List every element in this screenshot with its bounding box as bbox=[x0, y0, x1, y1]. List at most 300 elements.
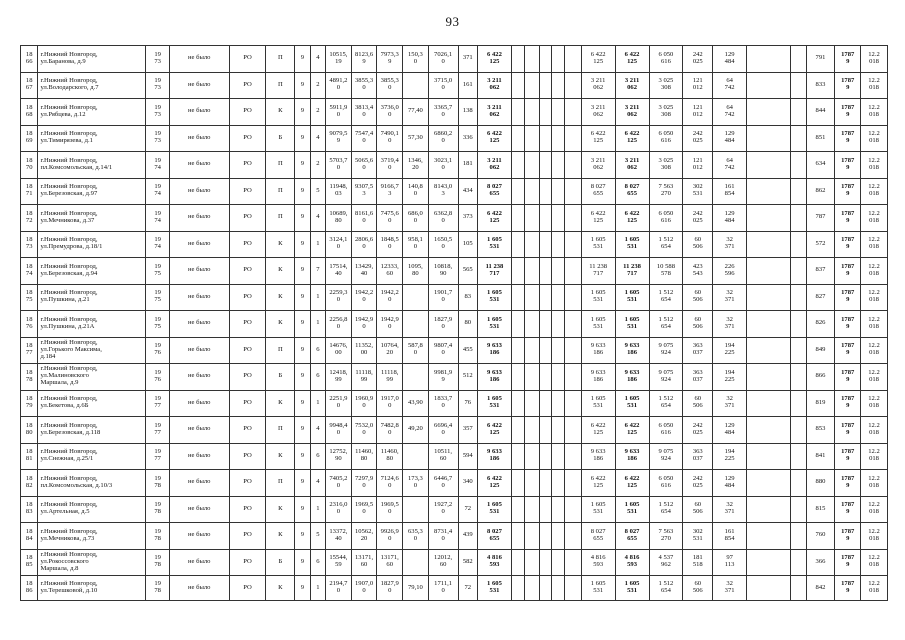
floors-cell: 9 bbox=[295, 337, 310, 364]
wall-material-cell: К bbox=[266, 576, 295, 601]
year-cell: 19 73 bbox=[146, 125, 170, 152]
nonresidential-area-cell bbox=[403, 311, 429, 338]
wall-material-cell: П bbox=[266, 152, 295, 179]
floors-cell: 9 bbox=[295, 549, 310, 576]
cost-cell: 242 025 bbox=[683, 417, 713, 444]
year-cell: 19 73 bbox=[146, 99, 170, 126]
deadline-cell: 12.2 018 bbox=[861, 364, 888, 391]
fund-type-cell: РО bbox=[229, 470, 266, 497]
cost-cell: 1 605 531 bbox=[581, 284, 615, 311]
heated-area-cell: 10511, 60 bbox=[428, 443, 458, 470]
total-cost-cell: 9 633 186 bbox=[478, 337, 512, 364]
empty-cell bbox=[511, 470, 524, 497]
cost-cell: 9 075 924 bbox=[649, 337, 683, 364]
empty-cell bbox=[747, 417, 791, 444]
residential-area-cell: 3736,0 0 bbox=[377, 99, 403, 126]
cost-cell: 4 816 593 bbox=[581, 549, 615, 576]
cost-cell: 129 484 bbox=[713, 46, 747, 73]
year-cell: 19 78 bbox=[146, 576, 170, 601]
row-code: 18 82 bbox=[21, 470, 38, 497]
entrances-cell: 5 bbox=[310, 178, 325, 205]
empty-cell bbox=[525, 178, 539, 205]
address-cell: г.Нижний Новгород, ул.Пушкина, д.21 bbox=[38, 284, 146, 311]
cost-cell: 8 027 655 bbox=[615, 178, 649, 205]
entrances-cell: 2 bbox=[310, 99, 325, 126]
cost-cell: 32 371 bbox=[713, 390, 747, 417]
empty-cell bbox=[551, 417, 564, 444]
fund-type-cell: РО bbox=[229, 231, 266, 258]
cost-cell: 10 588 578 bbox=[649, 258, 683, 285]
wall-material-cell: К bbox=[266, 390, 295, 417]
heated-area-cell: 1827,9 0 bbox=[428, 311, 458, 338]
cost-cell: 242 025 bbox=[683, 46, 713, 73]
wall-material-cell: К bbox=[266, 99, 295, 126]
table-row bbox=[21, 125, 888, 152]
residential-area-cell: 7490,1 0 bbox=[377, 125, 403, 152]
empty-cell bbox=[511, 364, 524, 391]
residential-area-cell: 1969,5 0 bbox=[377, 496, 403, 523]
cost-cell: 32 371 bbox=[713, 311, 747, 338]
empty-cell bbox=[539, 205, 551, 232]
empty-cell bbox=[551, 390, 564, 417]
residential-area-cell: 11118, 99 bbox=[377, 364, 403, 391]
total-cost-cell: 8 027 655 bbox=[478, 178, 512, 205]
total-area-cell: 5703,7 0 bbox=[326, 152, 352, 179]
total-area-cell: 7405,2 0 bbox=[326, 470, 352, 497]
empty-cell bbox=[511, 443, 524, 470]
cost-cell: 3 211 062 bbox=[581, 99, 615, 126]
living-area-cell: 11460, 80 bbox=[351, 443, 377, 470]
residents-cell: 565 bbox=[458, 258, 478, 285]
wall-material-cell: К bbox=[266, 523, 295, 550]
empty-cell bbox=[525, 46, 539, 73]
empty-cell bbox=[511, 576, 524, 601]
empty-cell bbox=[747, 46, 791, 73]
table-row bbox=[21, 337, 888, 364]
empty-cell bbox=[511, 496, 524, 523]
deadline-cell: 12.2 018 bbox=[861, 125, 888, 152]
year-cell: 19 77 bbox=[146, 443, 170, 470]
repair-status-cell: не было bbox=[169, 337, 229, 364]
fund-type-cell: РО bbox=[229, 311, 266, 338]
total-cost-cell: 1 605 531 bbox=[478, 390, 512, 417]
address-cell: г.Нижний Новгород, ул.Рокоссовского Маршала, д.8 bbox=[38, 549, 146, 576]
deadline-cell: 12.2 018 bbox=[861, 576, 888, 601]
cost-cell: 1 605 531 bbox=[581, 390, 615, 417]
heated-area-cell: 8731,4 0 bbox=[428, 523, 458, 550]
specific-cost-cell: 842 bbox=[806, 576, 835, 601]
cost-cell: 9 633 186 bbox=[581, 364, 615, 391]
total-area-cell: 2251,9 0 bbox=[326, 390, 352, 417]
cost-cell: 6 422 125 bbox=[615, 125, 649, 152]
specific-cost-cell: 826 bbox=[806, 311, 835, 338]
entrances-cell: 1 bbox=[310, 311, 325, 338]
residential-area-cell: 1827,9 0 bbox=[377, 576, 403, 601]
total-cost-cell: 1 605 531 bbox=[478, 284, 512, 311]
table-row bbox=[21, 496, 888, 523]
address-cell: г.Нижний Новгород, ул.Мечникова, д.37 bbox=[38, 205, 146, 232]
fund-type-cell: РО bbox=[229, 576, 266, 601]
cost-cell: 32 371 bbox=[713, 284, 747, 311]
total-area-cell: 2256,8 0 bbox=[326, 311, 352, 338]
empty-cell bbox=[539, 311, 551, 338]
empty-cell bbox=[747, 523, 791, 550]
residential-area-cell: 10764, 20 bbox=[377, 337, 403, 364]
cost-cell: 9 633 186 bbox=[615, 364, 649, 391]
row-code: 18 77 bbox=[21, 337, 38, 364]
cost-cell: 6 422 125 bbox=[615, 205, 649, 232]
empty-cell bbox=[747, 549, 791, 576]
year-cell: 19 73 bbox=[146, 46, 170, 73]
year-cell: 19 73 bbox=[146, 72, 170, 99]
cost-cell: 3 211 062 bbox=[615, 152, 649, 179]
heated-area-cell: 7026,1 0 bbox=[428, 46, 458, 73]
address-cell: г.Нижний Новгород, ул.Малиновского Маршала, д.9 bbox=[38, 364, 146, 391]
specific-cost-cell: 837 bbox=[806, 258, 835, 285]
empty-cell bbox=[791, 470, 806, 497]
residents-cell: 181 bbox=[458, 152, 478, 179]
cost-cell: 32 371 bbox=[713, 231, 747, 258]
floors-cell: 9 bbox=[295, 152, 310, 179]
wall-material-cell: П bbox=[266, 178, 295, 205]
empty-cell bbox=[551, 523, 564, 550]
cost-cell: 194 225 bbox=[713, 443, 747, 470]
empty-cell bbox=[511, 125, 524, 152]
entrances-cell: 4 bbox=[310, 125, 325, 152]
fund-type-cell: РО bbox=[229, 258, 266, 285]
empty-cell bbox=[791, 417, 806, 444]
empty-cell bbox=[551, 258, 564, 285]
empty-cell bbox=[539, 46, 551, 73]
table-row bbox=[21, 470, 888, 497]
limit-cell: 1787 9 bbox=[835, 99, 861, 126]
specific-cost-cell: 572 bbox=[806, 231, 835, 258]
empty-cell bbox=[551, 231, 564, 258]
row-code: 18 85 bbox=[21, 549, 38, 576]
row-code: 18 73 bbox=[21, 231, 38, 258]
specific-cost-cell: 366 bbox=[806, 549, 835, 576]
table-row bbox=[21, 178, 888, 205]
cost-cell: 9 075 924 bbox=[649, 443, 683, 470]
living-area-cell: 13171, 60 bbox=[351, 549, 377, 576]
cost-cell: 363 037 bbox=[683, 337, 713, 364]
living-area-cell: 10562, 20 bbox=[351, 523, 377, 550]
deadline-cell: 12.2 018 bbox=[861, 152, 888, 179]
empty-cell bbox=[511, 178, 524, 205]
deadline-cell: 12.2 018 bbox=[861, 231, 888, 258]
year-cell: 19 78 bbox=[146, 549, 170, 576]
empty-cell bbox=[747, 205, 791, 232]
nonresidential-area-cell: 140,8 0 bbox=[403, 178, 429, 205]
table-row bbox=[21, 46, 888, 73]
cost-cell: 60 506 bbox=[683, 311, 713, 338]
total-cost-cell: 6 422 125 bbox=[478, 46, 512, 73]
empty-cell bbox=[525, 549, 539, 576]
heated-area-cell: 8143,0 3 bbox=[428, 178, 458, 205]
cost-cell: 129 484 bbox=[713, 470, 747, 497]
heated-area-cell: 3023,1 0 bbox=[428, 152, 458, 179]
specific-cost-cell: 791 bbox=[806, 46, 835, 73]
empty-cell bbox=[525, 231, 539, 258]
residents-cell: 594 bbox=[458, 443, 478, 470]
empty-cell bbox=[791, 364, 806, 391]
empty-cell bbox=[539, 470, 551, 497]
residential-area-cell: 7482,8 0 bbox=[377, 417, 403, 444]
empty-cell bbox=[791, 178, 806, 205]
empty-cell bbox=[747, 178, 791, 205]
empty-cell bbox=[539, 284, 551, 311]
floors-cell: 9 bbox=[295, 364, 310, 391]
empty-cell bbox=[511, 390, 524, 417]
address-cell: г.Нижний Новгород, ул.Горького Максима, д.184 bbox=[38, 337, 146, 364]
empty-cell bbox=[747, 72, 791, 99]
repair-status-cell: не было bbox=[169, 72, 229, 99]
year-cell: 19 77 bbox=[146, 390, 170, 417]
fund-type-cell: РО bbox=[229, 443, 266, 470]
cost-cell: 129 484 bbox=[713, 205, 747, 232]
address-cell: г.Нижний Новгород, ул.Березовская, д.97 bbox=[38, 178, 146, 205]
year-cell: 19 75 bbox=[146, 258, 170, 285]
cost-cell: 7 563 270 bbox=[649, 178, 683, 205]
entrances-cell: 5 bbox=[310, 523, 325, 550]
empty-cell bbox=[525, 258, 539, 285]
repair-status-cell: не было bbox=[169, 258, 229, 285]
entrances-cell: 2 bbox=[310, 152, 325, 179]
cost-cell: 3 025 308 bbox=[649, 72, 683, 99]
deadline-cell: 12.2 018 bbox=[861, 549, 888, 576]
living-area-cell: 1942,2 0 bbox=[351, 284, 377, 311]
deadline-cell: 12.2 018 bbox=[861, 284, 888, 311]
deadline-cell: 12.2 018 bbox=[861, 523, 888, 550]
cost-cell: 1 605 531 bbox=[615, 231, 649, 258]
empty-cell bbox=[747, 311, 791, 338]
cost-cell: 4 816 593 bbox=[615, 549, 649, 576]
empty-cell bbox=[511, 284, 524, 311]
floors-cell: 9 bbox=[295, 443, 310, 470]
cost-cell: 3 211 062 bbox=[581, 152, 615, 179]
nonresidential-area-cell: 150,3 0 bbox=[403, 46, 429, 73]
wall-material-cell: К bbox=[266, 496, 295, 523]
cost-cell: 6 050 616 bbox=[649, 417, 683, 444]
residents-cell: 582 bbox=[458, 549, 478, 576]
floors-cell: 9 bbox=[295, 99, 310, 126]
entrances-cell: 4 bbox=[310, 417, 325, 444]
total-cost-cell: 1 605 531 bbox=[478, 231, 512, 258]
total-area-cell: 3124,1 0 bbox=[326, 231, 352, 258]
empty-cell bbox=[539, 523, 551, 550]
empty-cell bbox=[525, 470, 539, 497]
cost-cell: 1 605 531 bbox=[581, 231, 615, 258]
cost-cell: 121 012 bbox=[683, 72, 713, 99]
fund-type-cell: РО bbox=[229, 549, 266, 576]
cost-cell: 8 027 655 bbox=[581, 178, 615, 205]
living-area-cell: 7297,9 0 bbox=[351, 470, 377, 497]
cost-cell: 121 012 bbox=[683, 99, 713, 126]
empty-cell bbox=[747, 337, 791, 364]
total-cost-cell: 1 605 531 bbox=[478, 496, 512, 523]
empty-cell bbox=[747, 364, 791, 391]
empty-cell bbox=[791, 443, 806, 470]
specific-cost-cell: 827 bbox=[806, 284, 835, 311]
wall-material-cell: П bbox=[266, 72, 295, 99]
limit-cell: 1787 9 bbox=[835, 205, 861, 232]
floors-cell: 9 bbox=[295, 523, 310, 550]
row-code: 18 66 bbox=[21, 46, 38, 73]
table-row bbox=[21, 152, 888, 179]
cost-cell: 64 742 bbox=[713, 99, 747, 126]
empty-cell bbox=[551, 125, 564, 152]
empty-cell bbox=[539, 99, 551, 126]
cost-cell: 97 113 bbox=[713, 549, 747, 576]
empty-cell bbox=[791, 152, 806, 179]
empty-cell bbox=[747, 152, 791, 179]
deadline-cell: 12.2 018 bbox=[861, 72, 888, 99]
residential-area-cell: 1942,2 0 bbox=[377, 284, 403, 311]
cost-cell: 3 025 308 bbox=[649, 152, 683, 179]
address-cell: г.Нижний Новгород, ул.Мечникова, д.73 bbox=[38, 523, 146, 550]
fund-type-cell: РО bbox=[229, 178, 266, 205]
total-cost-cell: 9 633 186 bbox=[478, 364, 512, 391]
empty-cell bbox=[539, 125, 551, 152]
page-number: 93 bbox=[445, 14, 460, 29]
empty-cell bbox=[525, 152, 539, 179]
residents-cell: 340 bbox=[458, 470, 478, 497]
empty-cell bbox=[551, 364, 564, 391]
residential-area-cell: 1942,9 0 bbox=[377, 311, 403, 338]
table-row bbox=[21, 390, 888, 417]
empty-cell bbox=[747, 576, 791, 601]
nonresidential-area-cell: 1346, 20 bbox=[403, 152, 429, 179]
cost-cell: 1 605 531 bbox=[615, 576, 649, 601]
floors-cell: 9 bbox=[295, 496, 310, 523]
empty-cell bbox=[525, 364, 539, 391]
wall-material-cell: Б bbox=[266, 125, 295, 152]
buildings-table bbox=[20, 45, 888, 601]
entrances-cell: 1 bbox=[310, 390, 325, 417]
living-area-cell: 5065,6 0 bbox=[351, 152, 377, 179]
specific-cost-cell: 853 bbox=[806, 417, 835, 444]
wall-material-cell: П bbox=[266, 46, 295, 73]
entrances-cell: 6 bbox=[310, 337, 325, 364]
living-area-cell: 2806,6 0 bbox=[351, 231, 377, 258]
empty-cell bbox=[525, 523, 539, 550]
empty-cell bbox=[511, 337, 524, 364]
residential-area-cell: 13171, 60 bbox=[377, 549, 403, 576]
heated-area-cell: 12012, 60 bbox=[428, 549, 458, 576]
fund-type-cell: РО bbox=[229, 496, 266, 523]
heated-area-cell: 1650,5 0 bbox=[428, 231, 458, 258]
residential-area-cell: 7973,3 9 bbox=[377, 46, 403, 73]
wall-material-cell: П bbox=[266, 205, 295, 232]
residents-cell: 357 bbox=[458, 417, 478, 444]
residents-cell: 161 bbox=[458, 72, 478, 99]
deadline-cell: 12.2 018 bbox=[861, 258, 888, 285]
row-code: 18 86 bbox=[21, 576, 38, 601]
total-area-cell: 10515, 19 bbox=[326, 46, 352, 73]
residential-area-cell: 3719,4 0 bbox=[377, 152, 403, 179]
address-cell: г.Нижний Новгород, ул.Рябцева, д.12 bbox=[38, 99, 146, 126]
entrances-cell: 6 bbox=[310, 443, 325, 470]
empty-cell bbox=[539, 576, 551, 601]
empty-cell bbox=[747, 496, 791, 523]
empty-cell bbox=[551, 496, 564, 523]
fund-type-cell: РО bbox=[229, 417, 266, 444]
total-cost-cell: 3 211 062 bbox=[478, 99, 512, 126]
empty-cell bbox=[791, 390, 806, 417]
wall-material-cell: К bbox=[266, 231, 295, 258]
living-area-cell: 13429, 40 bbox=[351, 258, 377, 285]
limit-cell: 1787 9 bbox=[835, 178, 861, 205]
row-code: 18 79 bbox=[21, 390, 38, 417]
nonresidential-area-cell: 79,10 bbox=[403, 576, 429, 601]
empty-cell bbox=[551, 311, 564, 338]
limit-cell: 1787 9 bbox=[835, 443, 861, 470]
limit-cell: 1787 9 bbox=[835, 417, 861, 444]
fund-type-cell: РО bbox=[229, 284, 266, 311]
empty-cell bbox=[565, 417, 581, 444]
limit-cell: 1787 9 bbox=[835, 258, 861, 285]
year-cell: 19 74 bbox=[146, 231, 170, 258]
table-row bbox=[21, 549, 888, 576]
deadline-cell: 12.2 018 bbox=[861, 99, 888, 126]
row-code: 18 71 bbox=[21, 178, 38, 205]
cost-cell: 161 854 bbox=[713, 178, 747, 205]
address-cell: г.Нижний Новгород, ул.Баранова, д.9 bbox=[38, 46, 146, 73]
cost-cell: 6 050 616 bbox=[649, 470, 683, 497]
residents-cell: 105 bbox=[458, 231, 478, 258]
floors-cell: 9 bbox=[295, 125, 310, 152]
cost-cell: 302 531 bbox=[683, 523, 713, 550]
cost-cell: 60 506 bbox=[683, 390, 713, 417]
empty-cell bbox=[791, 523, 806, 550]
floors-cell: 9 bbox=[295, 72, 310, 99]
residents-cell: 72 bbox=[458, 576, 478, 601]
empty-cell bbox=[525, 125, 539, 152]
deadline-cell: 12.2 018 bbox=[861, 178, 888, 205]
cost-cell: 6 422 125 bbox=[581, 125, 615, 152]
table-row bbox=[21, 205, 888, 232]
address-cell: г.Нижний Новгород, ул.Терешковой, д.10 bbox=[38, 576, 146, 601]
nonresidential-area-cell: 173,3 0 bbox=[403, 470, 429, 497]
deadline-cell: 12.2 018 bbox=[861, 46, 888, 73]
heated-area-cell: 6860,2 0 bbox=[428, 125, 458, 152]
empty-cell bbox=[747, 470, 791, 497]
entrances-cell: 6 bbox=[310, 364, 325, 391]
specific-cost-cell: 880 bbox=[806, 470, 835, 497]
repair-status-cell: не было bbox=[169, 311, 229, 338]
empty-cell bbox=[791, 549, 806, 576]
residential-area-cell: 9166,7 3 bbox=[377, 178, 403, 205]
total-area-cell: 2316,0 0 bbox=[326, 496, 352, 523]
cost-cell: 32 371 bbox=[713, 576, 747, 601]
nonresidential-area-cell bbox=[403, 443, 429, 470]
cost-cell: 6 422 125 bbox=[581, 417, 615, 444]
table-body bbox=[21, 46, 888, 601]
residents-cell: 455 bbox=[458, 337, 478, 364]
table-row bbox=[21, 258, 888, 285]
residential-area-cell: 1917,0 0 bbox=[377, 390, 403, 417]
repair-status-cell: не было bbox=[169, 417, 229, 444]
wall-material-cell: К bbox=[266, 311, 295, 338]
living-area-cell: 1969,5 0 bbox=[351, 496, 377, 523]
living-area-cell: 1960,9 0 bbox=[351, 390, 377, 417]
entrances-cell: 6 bbox=[310, 549, 325, 576]
empty-cell bbox=[525, 390, 539, 417]
cost-cell: 3 211 062 bbox=[615, 99, 649, 126]
residents-cell: 83 bbox=[458, 284, 478, 311]
limit-cell: 1787 9 bbox=[835, 46, 861, 73]
entrances-cell: 1 bbox=[310, 496, 325, 523]
